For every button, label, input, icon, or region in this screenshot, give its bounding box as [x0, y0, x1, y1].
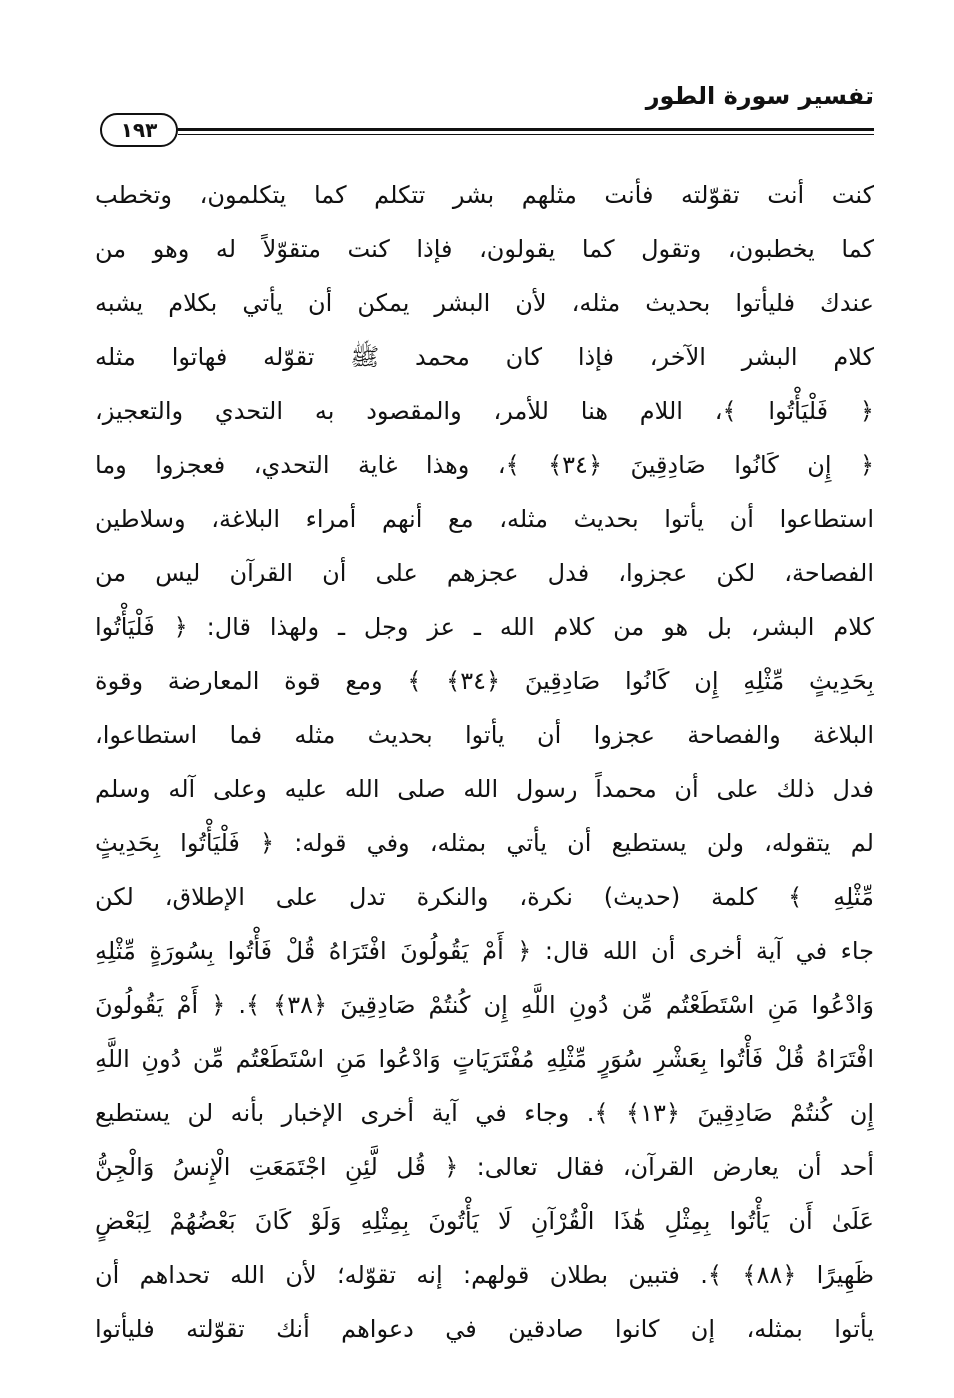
- text-line: ظَهِيرًا ﴿٨٨﴾ ﴾. فتبين بطلان قولهم: إنه تقوّله؛ لأن الله تحداهم أن: [95, 1261, 874, 1289]
- text-line: إِن كُنتُمْ صَادِقِينَ ﴿١٣﴾ ﴾. وجاء في آية أخرى الإخبار بأنه لن يستطيع: [95, 1099, 874, 1127]
- page-number: ١٩٣: [100, 113, 178, 147]
- text-line: وَادْعُوا مَنِ اسْتَطَعْتُم مِّن دُونِ اللَّهِ إِن كُنتُمْ صَادِقِينَ ﴿٣٨﴾ ﴾. ﴿ أَمْ يَقُولُونَ: [95, 991, 874, 1019]
- text-line: الفصاحة، لكن عجزوا، فدل عجزهم على أن القرآن ليس من: [95, 559, 874, 587]
- text-line: البلاغة والفصاحة عجزوا أن يأتوا بحديث مثله فما استطاعوا،: [95, 721, 874, 749]
- header-rule-thin: [178, 134, 874, 135]
- text-line: كلام البشر، بل هو من كلام الله ـ عز وجل ـ ولهذا قال: ﴿ فَلْيَأْتُوا: [95, 613, 874, 641]
- text-line: فدل ذلك على أن محمداً رسول الله صلى الله عليه وعلى آله وسلم: [95, 775, 874, 803]
- text-line: ﴿ فَلْيَأْتُوا ﴾، اللام هنا للأمر، والمقصود به التحدي والتعجيز،: [95, 397, 874, 425]
- text-line: كما يخطبون، وتقول كما يقولون، فإذا كنت متقوّلاً له وهو من: [95, 235, 874, 263]
- text-line: مِّثْلِهِ ﴾ كلمة (حديث) نكرة، والنكرة تدل على الإطلاق، لكن: [95, 883, 874, 911]
- running-title: تفسير سورة الطور: [645, 82, 874, 110]
- text-line: لم يتقوله، ولن يستطيع أن يأتي بمثله، وفي قوله: ﴿ فَلْيَأْتُوا بِحَدِيثٍ: [95, 829, 874, 857]
- text-line: عندك فليأتوا بحديث مثله، لأن البشر يمكن أن يأتي بكلام يشبه: [95, 289, 874, 317]
- text-line: أحد أن يعارض القرآن، فقال تعالى: ﴿ قُل لَّئِنِ اجْتَمَعَتِ الْإِنسُ وَالْجِنُّ: [95, 1153, 874, 1181]
- text-line: عَلَىٰ أَن يَأْتُوا بِمِثْلِ هَٰذَا الْقُرْآنِ لَا يَأْتُونَ بِمِثْلِهِ وَلَوْ كَانَ بَعْضُهُمْ لِبَعْضٍ: [95, 1207, 874, 1235]
- text-line: استطاعوا أن يأتوا بحديث مثله، مع أنهم أمراء البلاغة، وسلاطين: [95, 505, 874, 533]
- text-line: افْتَرَاهُ قُلْ فَأْتُوا بِعَشْرِ سُوَرٍ مِّثْلِهِ مُفْتَرَيَاتٍ وَادْعُوا مَنِ اسْتَطَعْتُم مِّن دُونِ اللَّهِ: [95, 1045, 874, 1073]
- text-line: كلام البشر الآخر، فإذا كان محمد ﷺ تقوّله فهاتوا مثله: [95, 343, 874, 371]
- text-line: بِحَدِيثٍ مِّثْلِهِ إِن كَانُوا صَادِقِينَ ﴿٣٤﴾ ﴾ ومع قوة المعارضة وقوة: [95, 667, 874, 695]
- page-header: [0, 0, 954, 150]
- body-text: [95, 168, 874, 1356]
- text-line: جاء في آية أخرى أن الله قال: ﴿ أَمْ يَقُولُونَ افْتَرَاهُ قُلْ فَأْتُوا بِسُورَةٍ مِّثْلِهِ: [95, 937, 874, 965]
- text-line: كنت أنت تقوّلته فأنت مثلهم بشر تتكلم كما يتكلمون، وتخطب: [95, 181, 874, 209]
- text-line: ﴿ إِن كَانُوا صَادِقِينَ ﴿٣٤﴾ ﴾، وهذا غاية التحدي، فعجزوا وما: [95, 451, 874, 479]
- text-line: يأتوا بمثله، إن كانوا صادقين في دعواهم أنك تقوّلته فليأتوا: [95, 1315, 874, 1343]
- header-rule: [178, 128, 874, 131]
